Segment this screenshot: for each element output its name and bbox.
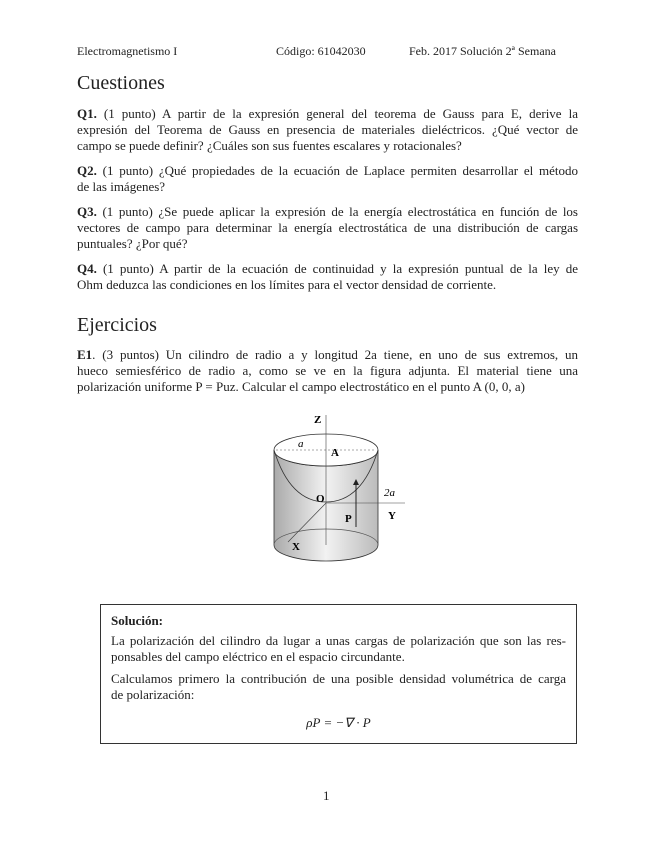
- equation: ρP = −∇ · P: [306, 715, 371, 730]
- question-1: Q1. (1 punto) A partir de la expresión general del teorema de Gauss para E, derive la expresión del Teorema de Gauss en presencia de materiales dieléctricos. ¿Qué vector de campo se puede definir? ¿Cuáles son sus fuentes escalares y rotacionales?: [77, 106, 578, 154]
- svg-text:2a: 2a: [384, 487, 395, 499]
- solution-box: Solución: La polarización del cilindro da lugar a unas cargas de polarización que son las res- ponsables del campo eléctrico en el espacio circundante. Calculamos primero la contribución de una posible densidad volumétrica de carga de polarización: ρP = −∇ · P: [100, 604, 577, 744]
- svg-text:a: a: [298, 438, 304, 450]
- svg-text:X: X: [292, 541, 300, 553]
- question-2: Q2. (1 punto) ¿Qué propiedades de la ecuación de Laplace permiten desarrollar el método de las imágenes?: [77, 163, 578, 195]
- questions-heading: Cuestiones: [77, 72, 165, 94]
- question-4: Q4. (1 punto) A partir de la ecuación de continuidad y la expresión puntual de la ley de Ohm deduzca las condiciones en los límites para el vector densidad de corriente.: [77, 261, 578, 293]
- svg-text:P: P: [345, 513, 352, 525]
- solution-title: Solución:: [111, 613, 164, 628]
- svg-text:A: A: [331, 447, 339, 459]
- svg-text:O: O: [316, 493, 325, 505]
- header-code: Código: 61042030: [276, 44, 366, 58]
- exercise-1: E1. (3 puntos) Un cilindro de radio a y longitud 2a tiene, en uno de sus extremos, un hueco semiesférico de radio a, como se ve en la figura adjunta. El material tiene una polarización uniforme P = Puz. Calcular el campo electrostático en el punto A (0, 0, a): [77, 347, 578, 395]
- header-session: Feb. 2017 Solución 2ª Semana: [409, 44, 556, 58]
- header-course: Electromagnetismo I: [77, 44, 178, 58]
- exercises-heading: Ejercicios: [77, 314, 157, 336]
- question-3: Q3. (1 punto) ¿Se puede aplicar la expresión de la energía electrostática en función de los vectores de campo para determinar la energía electrostática de una distribución de cargas puntuales? ¿Por qué?: [77, 204, 578, 252]
- svg-text:Z: Z: [314, 414, 322, 426]
- cylinder-figure: [250, 405, 420, 565]
- page-number: 1: [323, 788, 330, 803]
- svg-text:Y: Y: [388, 510, 396, 522]
